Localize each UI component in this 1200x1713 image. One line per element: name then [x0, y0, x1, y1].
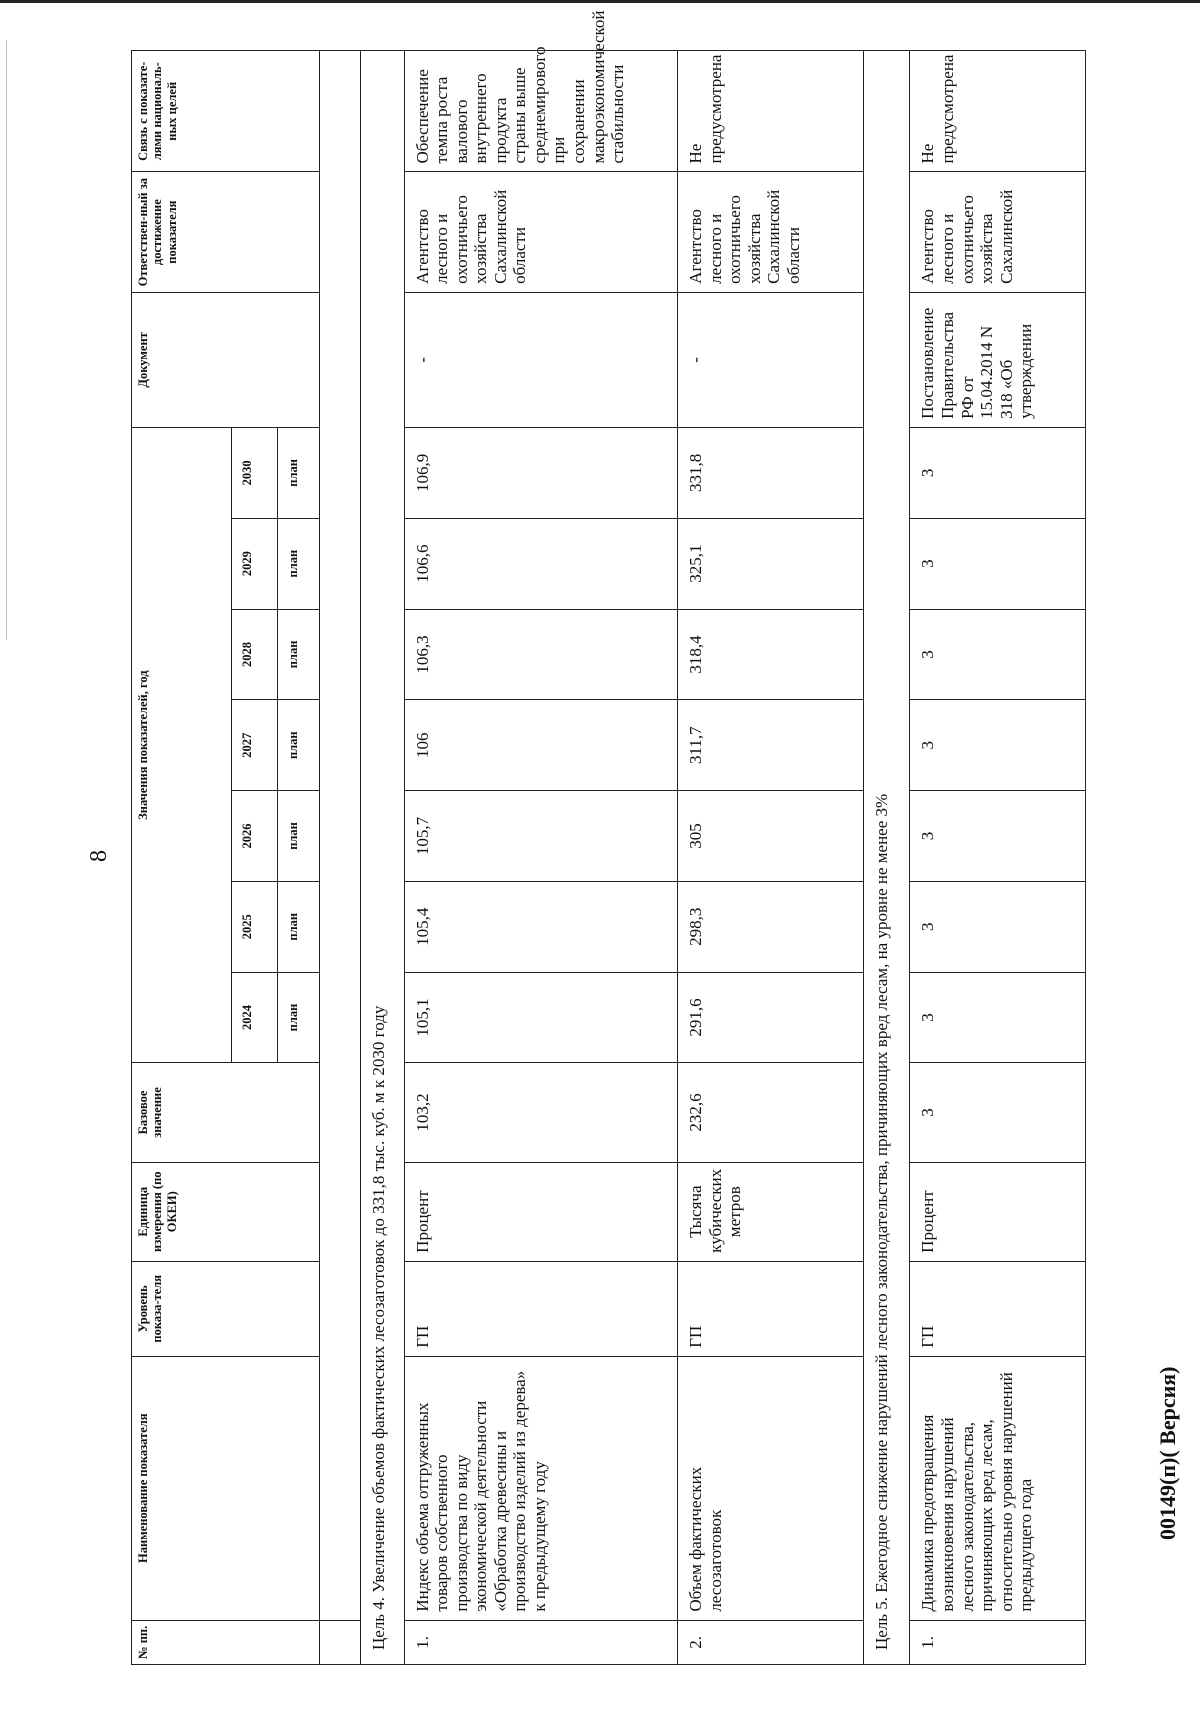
indicator-unit: Тысяча кубических метров [678, 1162, 864, 1261]
table-row [678, 51, 864, 1665]
header-year: 2027 [232, 700, 278, 791]
year-value: 105,1 [404, 972, 678, 1063]
year-value: 3 [910, 700, 1086, 791]
year-value: 3 [910, 791, 1086, 882]
goal-spacer [320, 1620, 361, 1664]
year-value: 106 [404, 700, 678, 791]
rotated-table-container [131, 10, 1086, 1665]
goal-title: Цель 4. Увеличение объемов фактических лесозаготовок до 331,8 тыс. куб. м к 2030 году [361, 51, 404, 1665]
indicator-name: Индекс объема отгруженных товаров собственного производства по виду экономической деятельности «Обработка древесины и производство изделий из дерева» к предыдущему году [404, 1356, 678, 1620]
header-number: № пп. [132, 1620, 320, 1664]
year-value: 3 [910, 972, 1086, 1063]
empty-row [320, 51, 361, 1621]
year-value: 3 [910, 518, 1086, 609]
indicator-link: Не предусмотрена [910, 51, 1086, 173]
year-value: 106,9 [404, 427, 678, 518]
year-value: 105,7 [404, 791, 678, 882]
document-footer-code: 00149(п)( Версия) [1155, 1366, 1180, 1540]
header-link: Связь с показате-лями националь-ных целей [132, 51, 320, 173]
year-value: 305 [678, 791, 864, 882]
header-plan: план [278, 972, 320, 1063]
year-value: 298,3 [678, 881, 864, 972]
goal-title: Цель 5. Ежегодное снижение нарушений лесного законодательства, причиняющих вред лесам, на уровне не менее 3% [864, 51, 910, 1665]
base-value: 103,2 [404, 1063, 678, 1162]
indicator-level: ГП [910, 1261, 1086, 1356]
header-year: 2024 [232, 972, 278, 1063]
page-number: 8 [86, 850, 112, 862]
indicator-unit: Процент [910, 1162, 1086, 1261]
header-document: Документ [132, 292, 320, 427]
year-value: 318,4 [678, 609, 864, 700]
table-row [910, 51, 1086, 1665]
indicator-document: Постановление Правительства РФ от 15.04.2014 N 318 «Об утверждении [910, 292, 1086, 427]
year-value: 106,3 [404, 609, 678, 700]
header-plan: план [278, 700, 320, 791]
header-plan: план [278, 881, 320, 972]
header-year: 2030 [232, 427, 278, 518]
header-unit: Единица измерения (по ОКЕИ) [132, 1162, 320, 1261]
indicator-responsible: Агентство лесного и охотничьего хозяйства Сахалинской области [678, 172, 864, 292]
indicator-document: - [678, 292, 864, 427]
base-value: 3 [910, 1063, 1086, 1162]
header-plan: план [278, 427, 320, 518]
header-year: 2025 [232, 881, 278, 972]
row-number: 2. [678, 1620, 864, 1664]
indicator-document: - [404, 292, 678, 427]
header-year: 2026 [232, 791, 278, 882]
indicator-level: ГП [404, 1261, 678, 1356]
scan-edge-line [6, 40, 7, 640]
header-year: 2028 [232, 609, 278, 700]
header-plan: план [278, 791, 320, 882]
row-number: 1. [404, 1620, 678, 1664]
indicator-level: ГП [678, 1261, 864, 1356]
header-values: Значения показателей, год [132, 427, 232, 1062]
indicator-name: Объем фактических лесозаготовок [678, 1356, 864, 1620]
indicator-responsible: Агентство лесного и охотничьего хозяйства Сахалинской [910, 172, 1086, 292]
header-year: 2029 [232, 518, 278, 609]
header-plan: план [278, 609, 320, 700]
header-responsible: Ответствен-ный за достижение показателя [132, 172, 320, 292]
indicator-link: Не предусмотрена [678, 51, 864, 173]
year-value: 3 [910, 609, 1086, 700]
year-value: 3 [910, 427, 1086, 518]
indicator-link: Обеспечение темпа роста валового внутреннего продукта страны выше среднемирового при сохранении макроэкономической стабильности [404, 51, 678, 173]
year-value: 325,1 [678, 518, 864, 609]
header-level: Уровень показа-теля [132, 1261, 320, 1356]
indicators-table [131, 10, 1086, 1665]
table-row [404, 51, 678, 1665]
indicator-name: Динамика предотвращения возникновения нарушений лесного законодательства, причиняющих вред лесам, относительно уровня нарушений предыдущего года [910, 1356, 1086, 1620]
year-value: 291,6 [678, 972, 864, 1063]
row-number: 1. [910, 1620, 1086, 1664]
header-base: Базовое значение [132, 1063, 320, 1162]
year-value: 311,7 [678, 700, 864, 791]
year-value: 106,6 [404, 518, 678, 609]
year-value: 331,8 [678, 427, 864, 518]
header-plan: план [278, 518, 320, 609]
header-name: Наименование показателя [132, 1356, 320, 1620]
indicator-responsible: Агентство лесного и охотничьего хозяйства Сахалинской области [404, 172, 678, 292]
year-value: 3 [910, 881, 1086, 972]
indicator-unit: Процент [404, 1162, 678, 1261]
top-border-line [0, 0, 1200, 3]
year-value: 105,4 [404, 881, 678, 972]
base-value: 232,6 [678, 1063, 864, 1162]
